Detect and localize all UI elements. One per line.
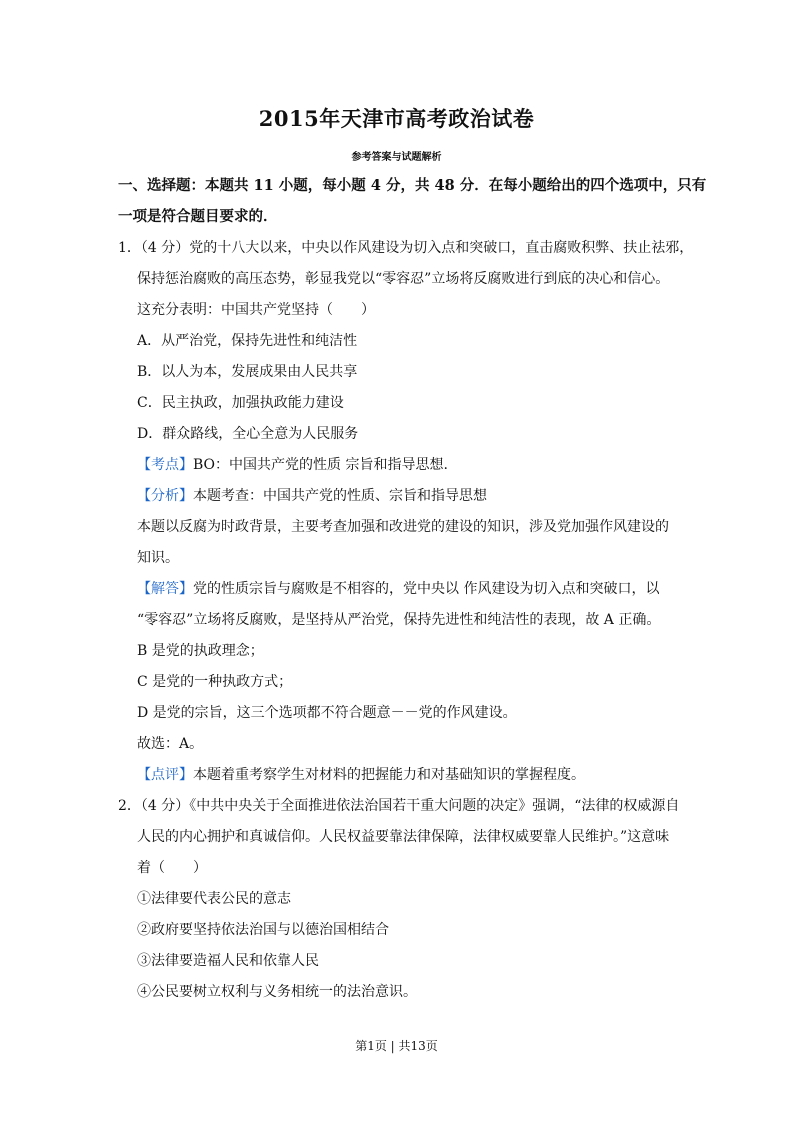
q1-fenxi (137, 486, 487, 506)
page-footer: 第1页 | 共13页 (355, 1039, 438, 1053)
q2-stem-line1: 2．（4 分）《中共中央关于全面推进依法治国若干重大问题的决定》强调，“法律的权威源自 (118, 798, 680, 814)
q2-item-2: ②政府要坚持依法治国与以德治国相结合 (137, 922, 389, 938)
q1-jieda (137, 579, 659, 599)
q1-option-a: A．从严治党，保持先进性和纯洁性 (137, 333, 358, 349)
q1-stem-line3: 这充分表明：中国共产党坚持（ ） (137, 302, 375, 318)
q1-fenxi-line2: 本题以反腐为时政背景，主要考查加强和改进党的建设的知识，涉及党加强作风建设的 (137, 519, 669, 535)
q1-jieda-line5: D 是党的宗旨，这三个选项都不符合题意－－党的作风建设。 (137, 705, 517, 721)
q2-stem-line3: 着（ ） (137, 860, 207, 876)
kaodian-tag: 【考点】 (137, 457, 193, 473)
q1-option-d: D．群众路线，全心全意为人民服务 (137, 426, 359, 442)
q1-stem-line2: 保持惩治腐败的高压态势，彰显我党以“零容忍”立场将反腐败进行到底的决心和信心。 (137, 271, 670, 287)
jieda-text: 党的性质宗旨与腐败是不相容的，党中央以 作风建设为切入点和突破口，以 (193, 581, 660, 597)
q1-option-c: C．民主执政，加强执政能力建设 (137, 395, 344, 411)
section-heading-line1: 一、选择题：本题共 11 小题，每小题 4 分，共 48 分．在每小题给出的四个选项中，只有 (118, 177, 707, 194)
page-subtitle: 参考答案与试题解析 (351, 152, 442, 163)
q2-item-3: ③法律要造福人民和依靠人民 (137, 953, 319, 969)
kaodian-text: BO：中国共产党的性质 宗旨和指导思想. (193, 457, 448, 473)
q1-jieda-line3: B 是党的执政理念； (137, 643, 264, 659)
q2-item-1: ①法律要代表公民的意志 (137, 891, 291, 907)
q1-jieda-line2: “零容忍”立场将反腐败，是坚持从严治党，保持先进性和纯洁性的表现，故 A 正确。 (137, 612, 661, 628)
q1-dianping (137, 765, 585, 785)
jieda-tag: 【解答】 (137, 581, 193, 597)
q1-kaodian (137, 455, 448, 475)
q1-jieda-line4: C 是党的一种执政方式； (137, 674, 293, 690)
page-title: 2015年天津市高考政治试卷 (258, 106, 535, 131)
section-heading-line2: 一项是符合题目要求的． (118, 208, 278, 225)
q2-item-4: ④公民要树立权利与义务相统一的法治意识。 (137, 984, 417, 1000)
fenxi-text: 本题考查：中国共产党的性质、宗旨和指导思想 (193, 488, 487, 504)
q1-option-b: B．以人为本，发展成果由人民共享 (137, 364, 358, 380)
dianping-text: 本题着重考察学生对材料的把握能力和对基础知识的掌握程度。 (193, 767, 585, 783)
q2-stem-line2: 人民的内心拥护和真诚信仰。人民权益要靠法律保障，法律权威要靠人民维护。”这意味 (137, 829, 670, 845)
q1-answer: 故选：A。 (137, 736, 204, 752)
fenxi-tag: 【分析】 (137, 488, 193, 504)
q1-fenxi-line3: 知识。 (137, 550, 179, 566)
q1-stem-line1: 1．（4 分）党的十八大以来，中央以作风建设为切入点和突破口，直击腐败积弊、扶止祛邪， (118, 240, 694, 256)
dianping-tag: 【点评】 (137, 767, 193, 783)
